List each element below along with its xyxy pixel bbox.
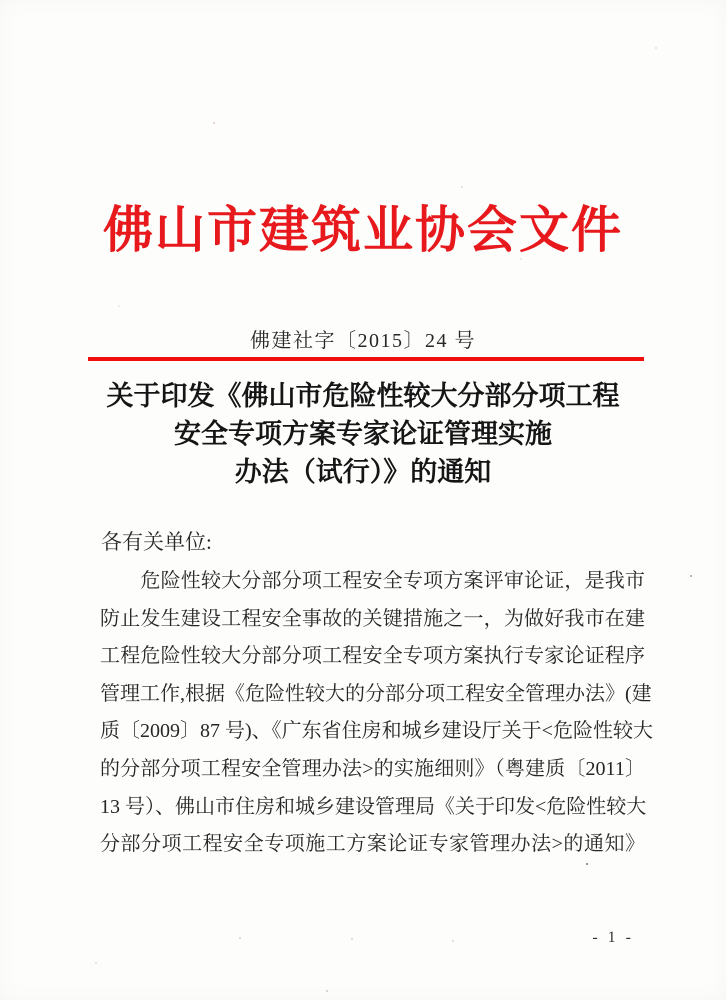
document-title-line: 关于印发《佛山市危险性较大分部分项工程 [106,381,620,411]
document-title-line: 办法（试行）》的通知 [234,457,492,487]
document-body [100,563,653,864]
body-text-line: 分部分项工程安全专项施工方案论证专家管理办法>的通知》 [100,833,645,856]
document-title-line: 安全专项方案专家论证管理实施 [174,419,552,449]
body-text-line: 管理工作,根据《危险性较大的分部分项工程安全管理办法》(建 [100,682,652,705]
page-number: - 1 - [592,929,634,946]
body-text-line: 危险性较大分部分项工程安全专项方案评审论证，是我市 [100,570,645,592]
issuing-org-title: 佛山市建筑业协会文件 [103,202,623,258]
salutation: 各有关单位: [101,530,212,554]
body-text-line: 工程危险性较大分部分项工程安全专项方案执行专家论证程序 [100,645,645,668]
document-title [0,377,726,491]
body-text-line: 的分部分项工程安全管理办法>的实施细则》（粤建质〔2011〕 [100,757,645,780]
body-text-line: 防止发生建设工程安全事故的关键措施之一，为做好我市在建 [100,607,645,630]
document-number: 佛建社字〔2015〕24 号 [250,330,476,352]
body-text-line: 质〔2009〕87 号)、《广东省住房和城乡建设厅关于<危险性较大 [100,720,653,743]
body-text-line: 13 号）、佛山市住房和城乡建设管理局《关于印发<危险性较大 [100,795,647,818]
red-divider-rule [88,357,644,361]
scan-noise [0,0,2,2]
